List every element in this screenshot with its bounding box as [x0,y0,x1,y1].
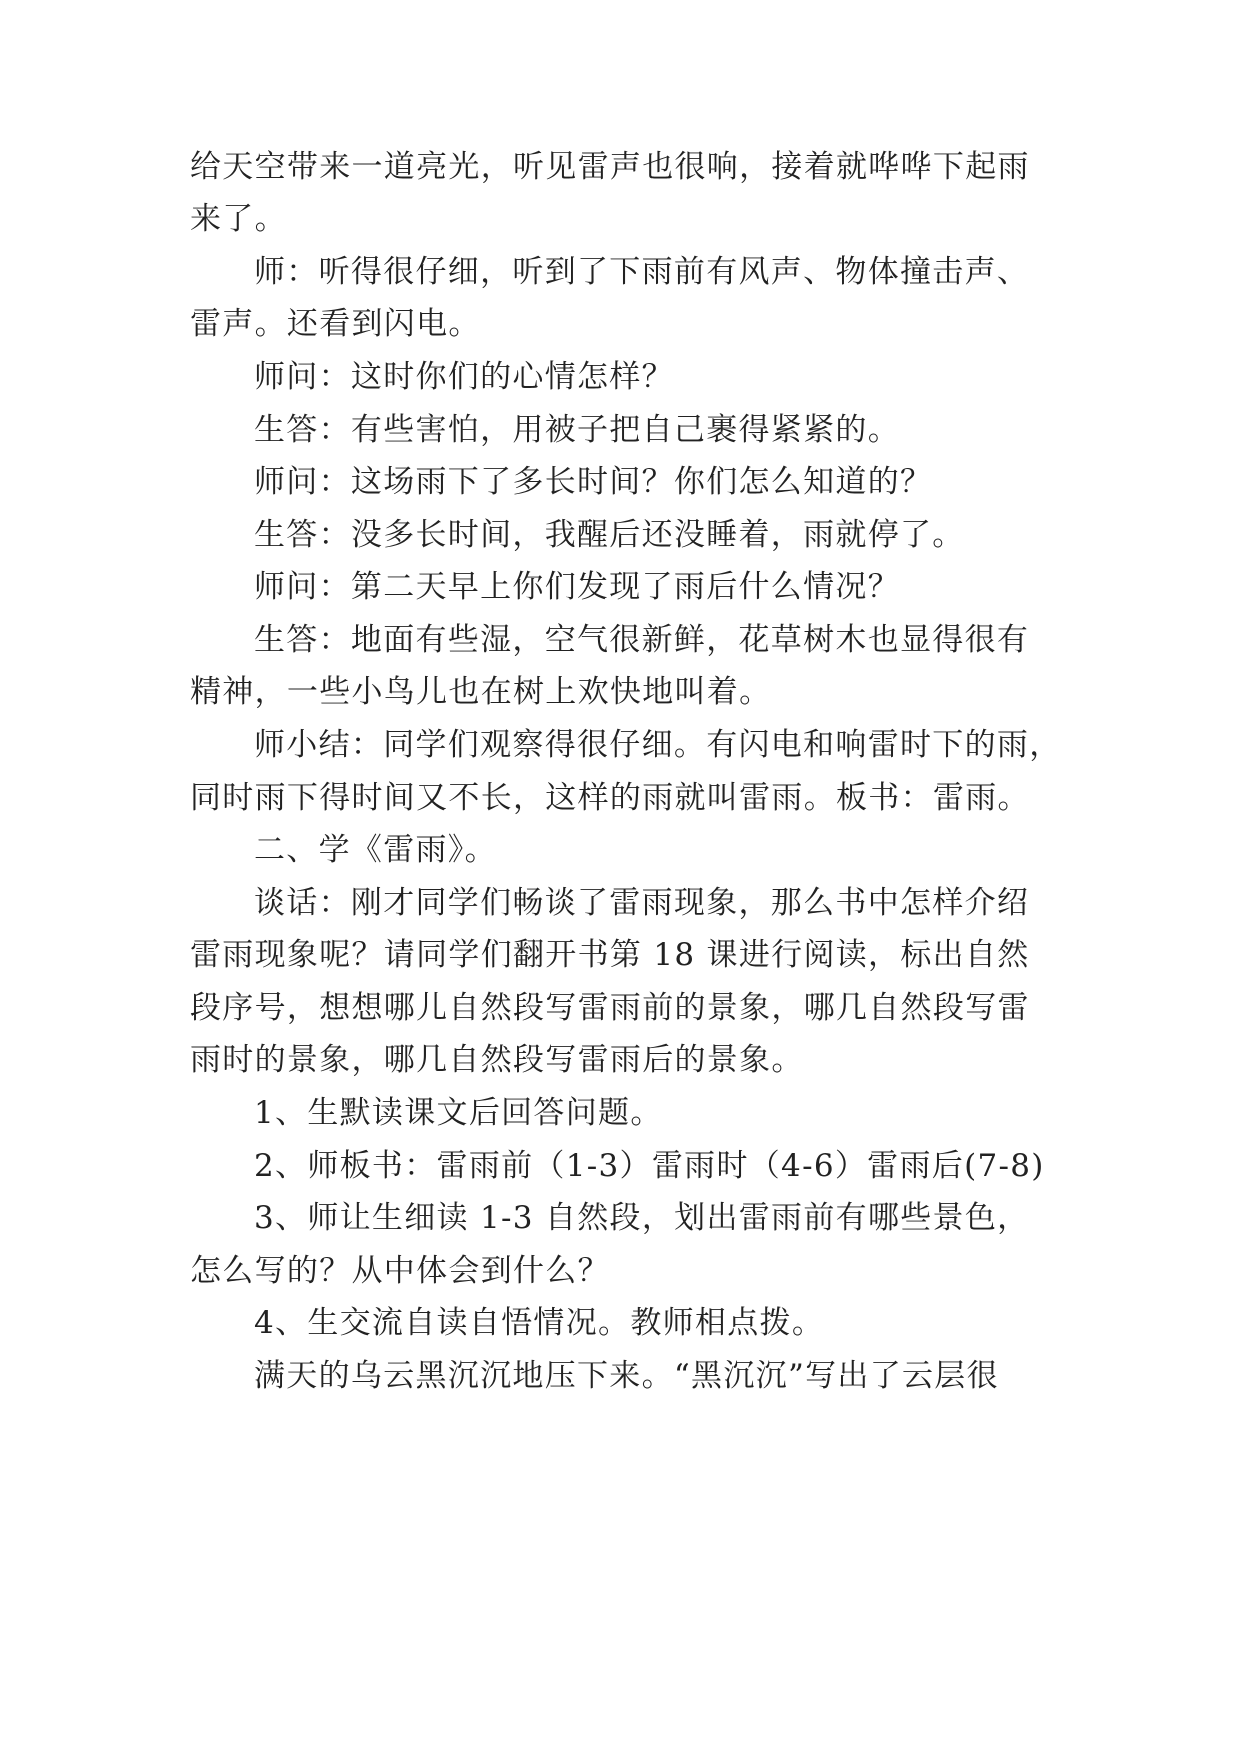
text-line: 满天的乌云黑沉沉地压下来。“黑沉沉”写出了云层很 [254,1358,999,1394]
text-line: 生答：有些害怕，用被子把自己裹得紧紧的。 [254,412,900,448]
text-line: 师：听得很仔细，听到了下雨前有风声、物体撞击声、 [254,254,1030,290]
text-line: 师问：这场雨下了多长时间？你们怎么知道的？ [254,464,933,500]
text-line: 2、师板书：雷雨前（1-3）雷雨时（4-6）雷雨后(7-8) [254,1148,1045,1184]
text-line: 精神，一些小鸟儿也在树上欢快地叫着。 [190,674,772,710]
text-line: 师小结：同学们观察得很仔细。有闪电和响雷时下的雨， [254,727,1062,763]
text-line: 段序号，想想哪儿自然段写雷雨前的景象，哪几自然段写雷 [190,990,1030,1026]
text-line: 生答：没多长时间，我醒后还没睡着，雨就停了。 [254,517,965,553]
text-line: 雷声。还看到闪电。 [190,306,481,342]
text-line: 师问：这时你们的心情怎样？ [254,359,674,395]
text-line: 同时雨下得时间又不长，这样的雨就叫雷雨。板书：雷雨。 [190,780,1030,816]
text-line: 生答：地面有些湿，空气很新鲜，花草树木也显得很有 [254,622,1030,658]
text-line: 1、生默读课文后回答问题。 [254,1095,663,1131]
text-line: 雨时的景象，哪几自然段写雷雨后的景象。 [190,1042,804,1078]
text-line: 师问：第二天早上你们发现了雨后什么情况？ [254,569,900,605]
text-line: 二、学《雷雨》。 [254,832,497,868]
text-line: 雷雨现象呢？请同学们翻开书第 18 课进行阅读，标出自然 [190,937,1030,973]
text-line: 3、师让生细读 1-3 自然段，划出雷雨前有哪些景色， [254,1200,1030,1236]
text-line: 给天空带来一道亮光，听见雷声也很响，接着就哗哗下起雨 [190,149,1030,185]
text-line: 谈话：刚才同学们畅谈了雷雨现象，那么书中怎样介绍 [254,885,1030,921]
text-line: 4、生交流自读自悟情况。教师相点拨。 [254,1305,825,1341]
text-line: 怎么写的？从中体会到什么？ [190,1253,610,1289]
text-line: 来了。 [190,201,287,237]
